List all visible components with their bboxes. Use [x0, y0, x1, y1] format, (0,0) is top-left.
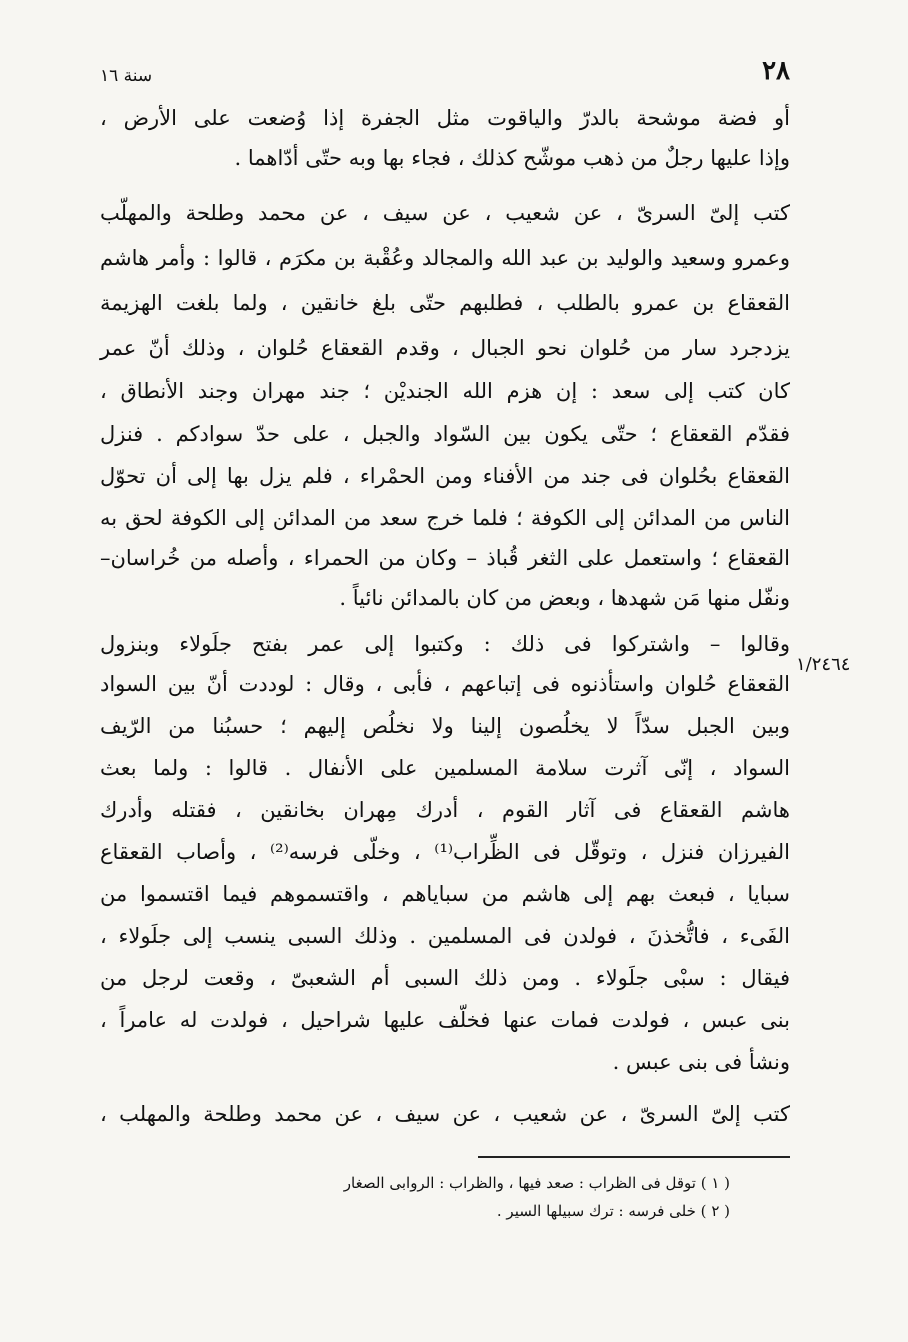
text-line: هاشم القعقاع فى آثار القوم ، أدرك مِهران بخانقين ، فقتله وأدرك [100, 798, 790, 822]
text-line: أو فضة موشحة بالدرّ والياقوت مثل الجفرة إذا وُضعت على الأرض ، [100, 106, 790, 130]
text-line: فيقال : سبْى جلَولاء . ومن ذلك السبى أم الشعبىّ ، وقعت لرجل من [100, 966, 790, 990]
text-line: وبين الجبل سدّاً لا يخلُصون إلينا ولا نخلُص إليهم ؛ حسبُنا من الرّيف [100, 714, 790, 738]
text-line: القعقاع ؛ واستعمل على الثغر قُباذ – وكان من الحمراء ، وأصله من خُراسان– [100, 546, 790, 570]
text-line: سبايا ، فبعث بهم إلى هاشم من سباياهم ، واقتسموهم فيما اقتسموا من [100, 882, 790, 906]
text-line: يزدجرد سار من حُلوان نحو الجبال ، وقدم القعقاع حُلوان ، وذلك أنّ عمر [100, 336, 790, 360]
footnote: ( ١ ) توقل فى الظراب : صعد فيها ، والظراب : الروابى الصغار [343, 1174, 730, 1192]
text-line: الفيرزان فنزل ، وتوقّل فى الظِّراب⁽¹⁾ ، وخلّى فرسه⁽²⁾ ، وأصاب القعقاع [100, 840, 790, 864]
text-line: بنى عبس ، فولدت فمات عنها فخلّف عليها شراحيل ، فولدت له عامراً ، [100, 1008, 790, 1032]
margin-reference: ١/٢٤٦٤ [796, 654, 851, 675]
text-line: كان كتب إلى سعد : إن هزم الله الجنديْن ؛ جند مهران وجند الأنطاق ، [100, 379, 790, 403]
text-line: القعقاع بحُلوان فى جند من الأفناء ومن الحمْراء ، فلم يزل بها إلى أن تحوّل [100, 464, 790, 488]
text-line: ونشأ فى بنى عبس . [612, 1050, 790, 1074]
text-line: كتب إلىّ السرىّ ، عن شعيب ، عن سيف ، عن محمد وطلحة والمهلب ، [100, 1102, 790, 1126]
text-line: وقالوا – واشتركوا فى ذلك : وكتبوا إلى عمر بفتح جلَولاء وبنزول [100, 632, 790, 656]
text-line: الفَىء ، فاتُّخذنَ ، فولدن فى المسلمين . وذلك السبى ينسب إلى جلَولاء ، [100, 924, 790, 948]
footnote: ( ٢ ) خلى فرسه : ترك سبيلها السير . [496, 1202, 730, 1220]
running-header-year: سنة ١٦ [100, 66, 153, 86]
page-number: ٢٨ [762, 56, 790, 86]
text-line: القعقاع بن عمرو بالطلب ، فطلبهم حتّى بلغ خانقين ، ولما بلغت الهزيمة [100, 291, 790, 315]
text-line: القعقاع حُلوان واستأذنوه فى إتباعهم ، فأبى ، وقال : لوددت أنّ بين السواد [100, 672, 790, 696]
text-line: فقدّم القعقاع ؛ حتّى يكون بين السّواد والجبل ، على حدّ سوادكم . فنزل [100, 422, 790, 446]
text-line: كتب إلىّ السرىّ ، عن شعيب ، عن سيف ، عن محمد وطلحة والمهلّب [100, 201, 790, 225]
footnote-divider [478, 1156, 790, 1158]
text-line: الناس من المدائن إلى الكوفة ؛ فلما خرج سعد من المدائن إلى الكوفة لحق به [100, 506, 790, 530]
text-line: ونفّل منها مَن شهدها ، وبعض من كان بالمدائن نائياً . [339, 586, 790, 610]
text-line: السواد ، إنّى آثرت سلامة المسلمين على الأنفال . قالوا : ولما بعث [100, 756, 790, 780]
text-line: وإذا عليها رجلٌ من ذهب موشّح كذلك ، فجاء بها وبه حتّى أدّاهما . [234, 146, 790, 170]
text-line: وعمرو وسعيد والوليد بن عبد الله والمجالد وعُقْبة بن مكرَم ، قالوا : وأمر هاشم [100, 246, 790, 270]
